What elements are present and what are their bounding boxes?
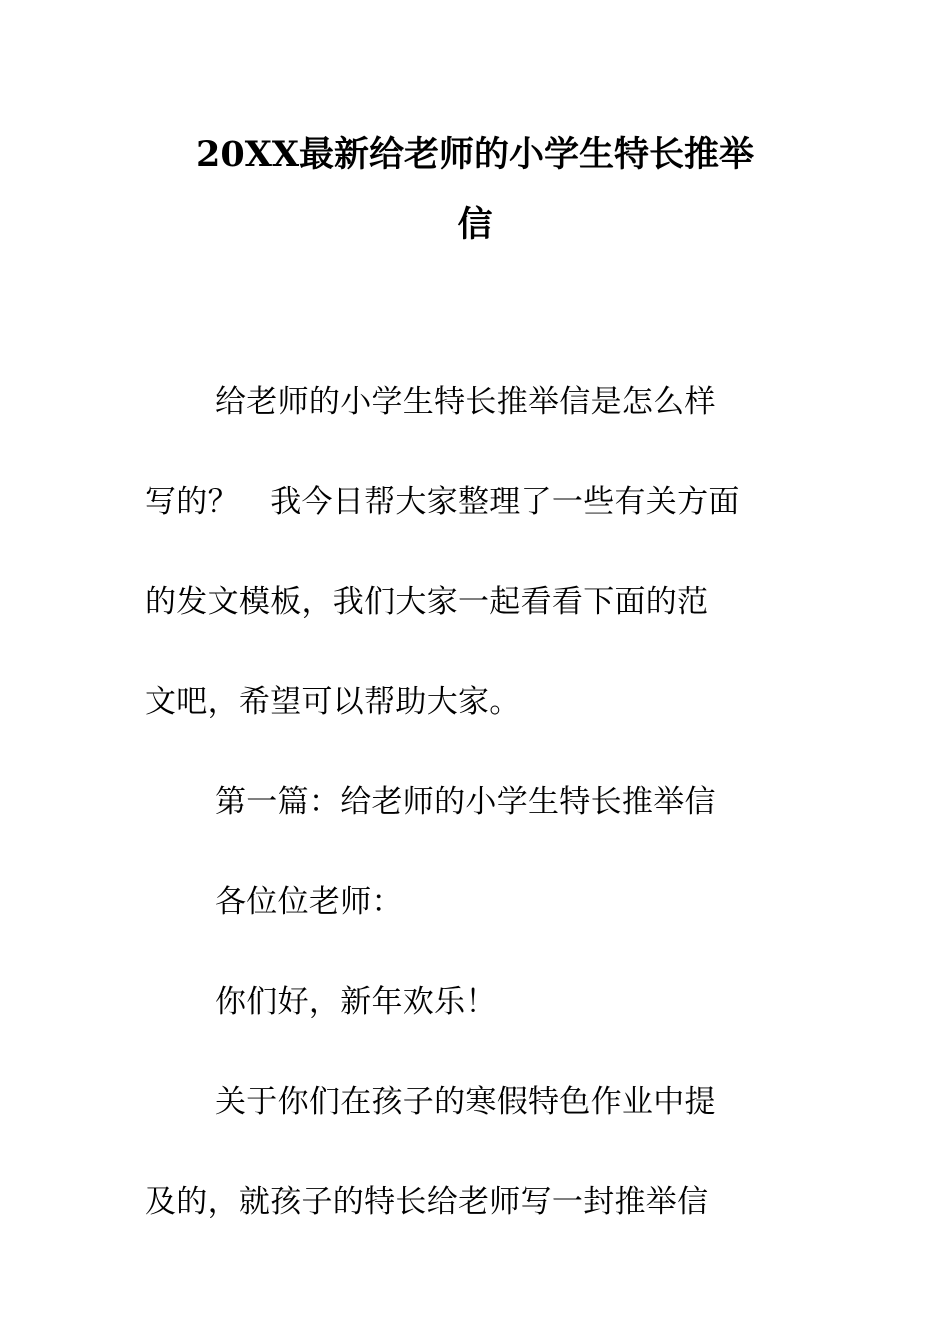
greeting: 你们好，新年欢乐！ [215,984,497,1020]
title-line-1: 20XX最新给老师的小学生特长推举 [195,134,755,175]
title-line-2: 信 [457,204,493,245]
document-body [145,352,795,1252]
section-heading: 第一篇：给老师的小学生特长推举信 [215,784,716,820]
paragraph-line: 的发文模板，我们大家一起看看下面的范 [145,584,709,620]
paragraph-line: 及的，就孩子的特长给老师写一封推举信 [145,1184,709,1220]
paragraph-line: 文吧，希望可以帮助大家。 [145,684,521,720]
salutation: 各位位老师： [215,884,403,920]
paragraph-line: 写的？ 我今日帮大家整理了一些有关方面 [145,484,740,520]
paragraph-line: 关于你们在孩子的寒假特色作业中提 [215,1084,716,1120]
paragraph-line: 给老师的小学生特长推举信是怎么样 [215,384,716,420]
document-title [140,120,810,260]
